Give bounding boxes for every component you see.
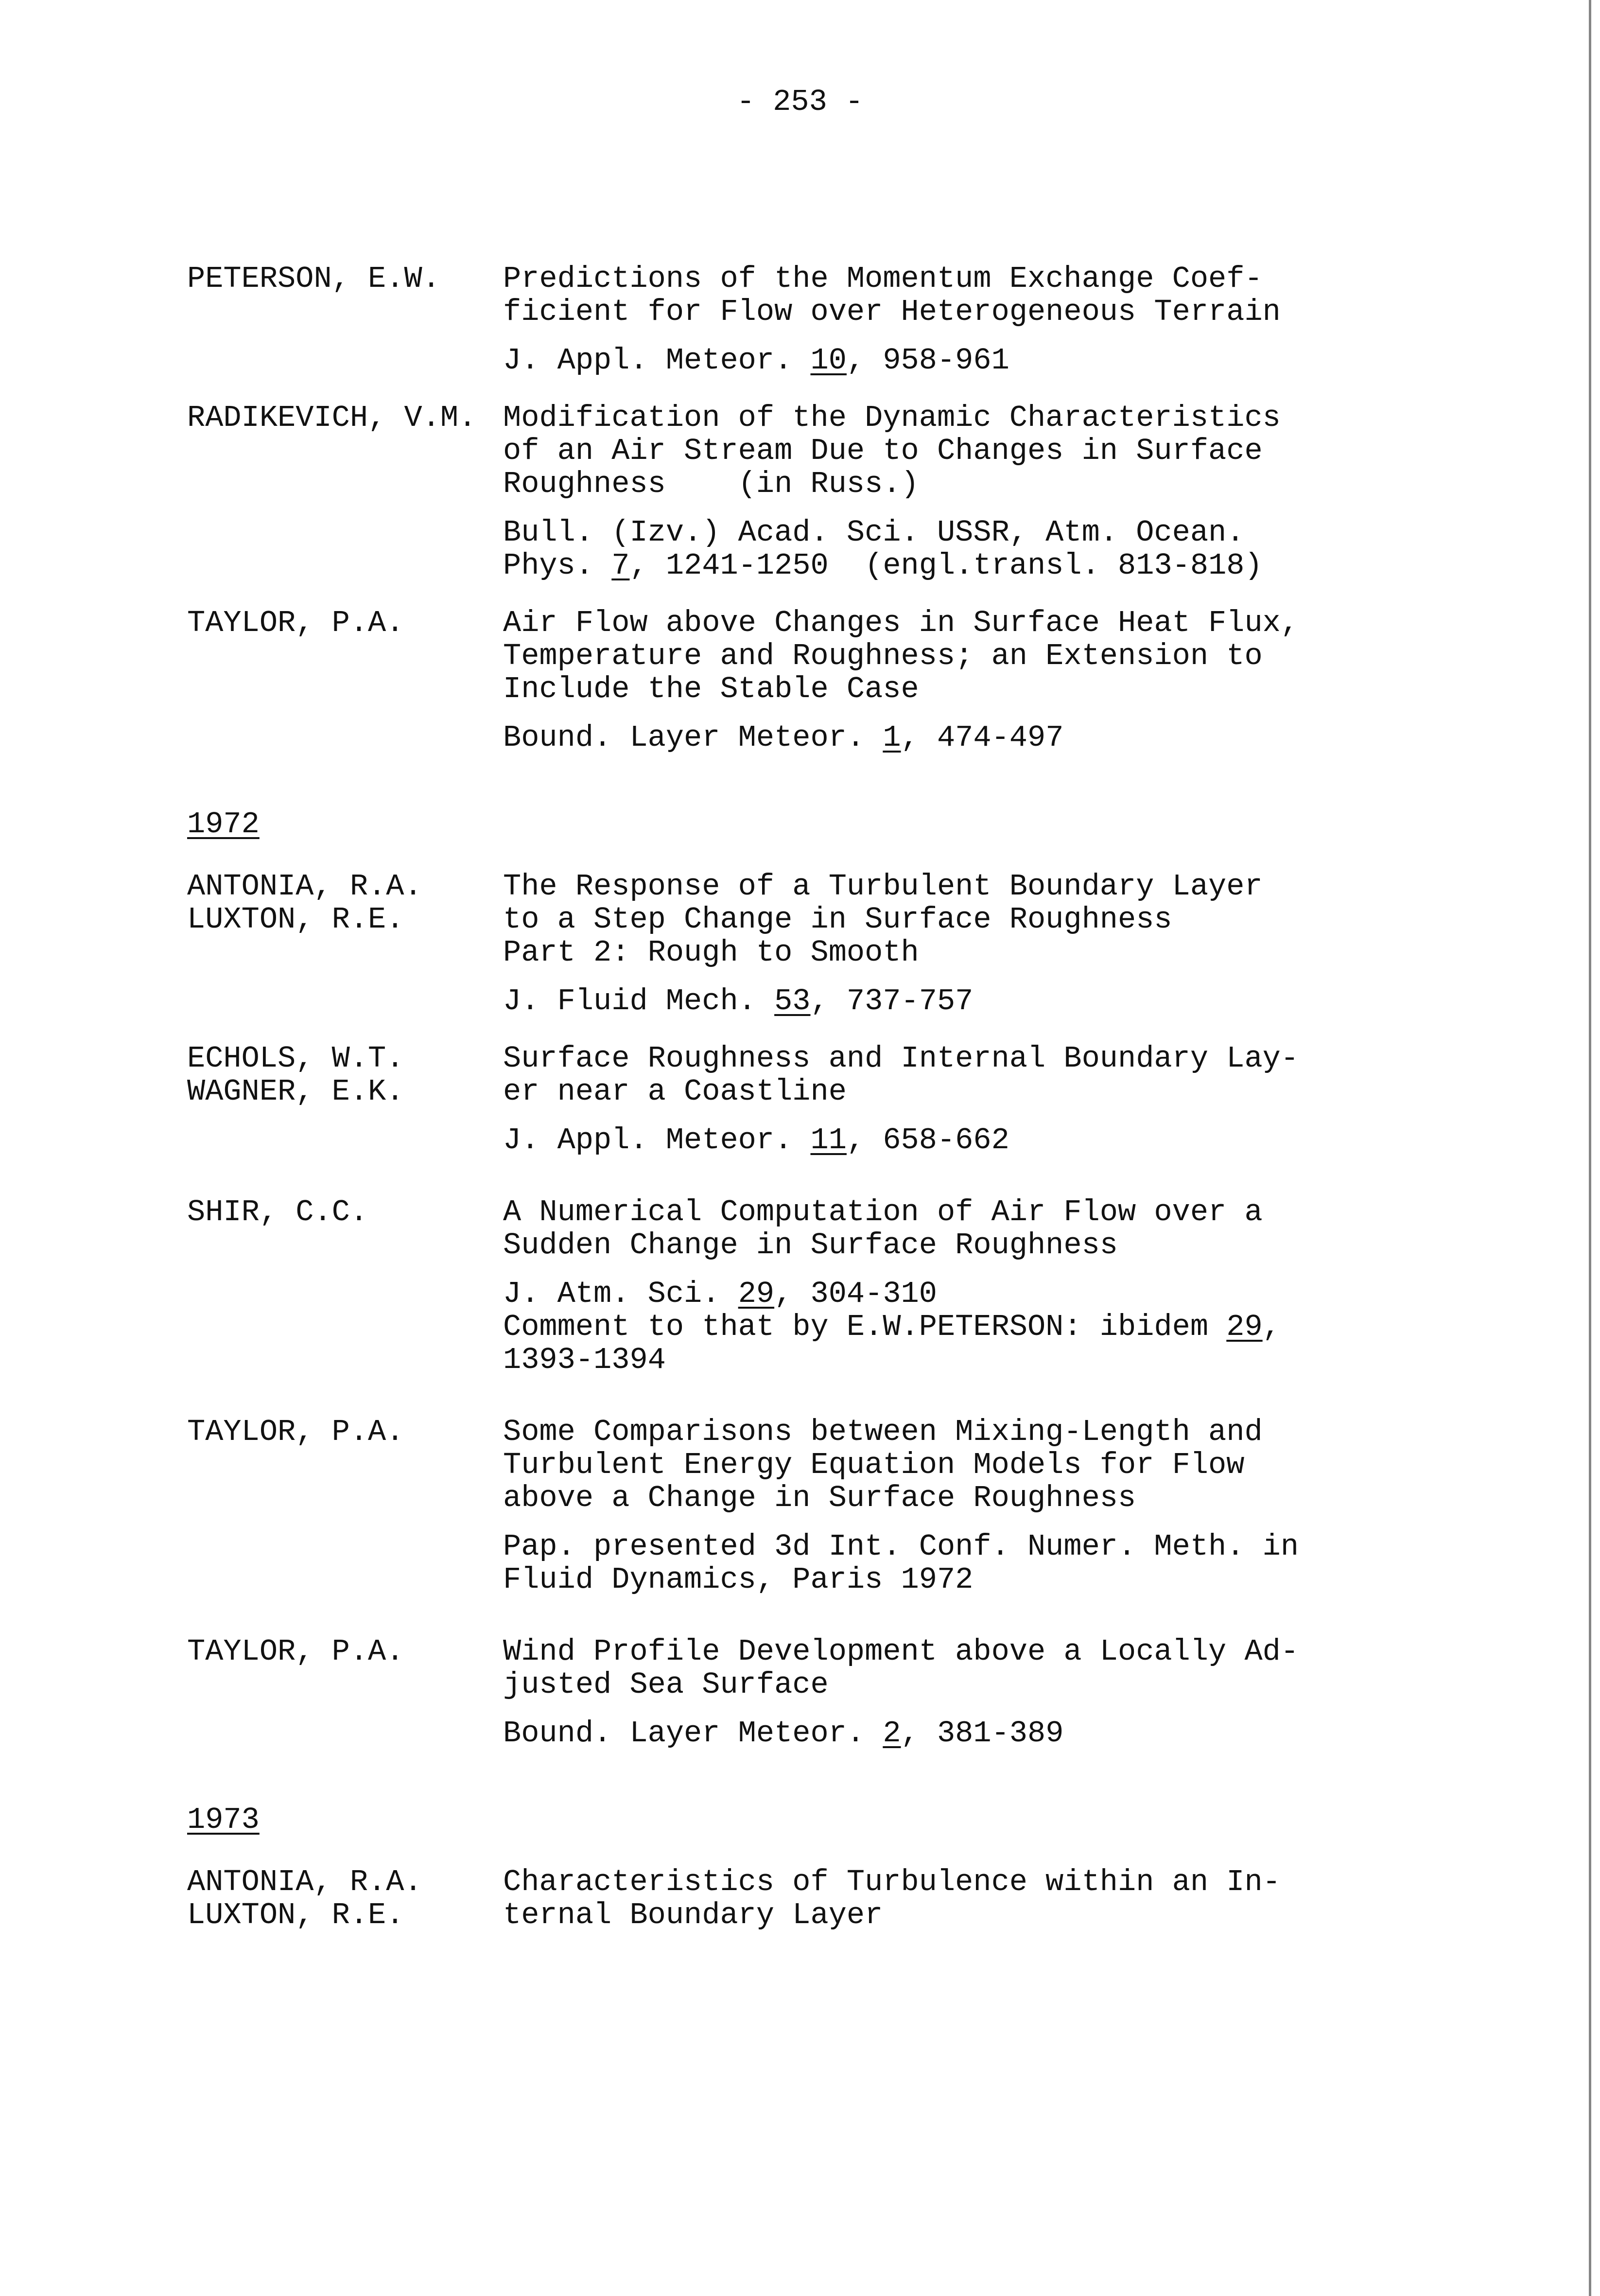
entry-reference: Fluid Dynamics, Paris 1972 — [503, 1562, 974, 1597]
reference-journal: J. Appl. Meteor. — [503, 1123, 811, 1157]
entry-reference: Pap. presented 3d Int. Conf. Numer. Meth. in — [503, 1529, 1299, 1564]
entry-title-line: justed Sea Surface — [503, 1667, 829, 1702]
reference-pages: , 737-757 — [810, 984, 974, 1018]
entry-title-line: of an Air Stream Due to Changes in Surface — [503, 434, 1263, 468]
year-heading: 1972 — [187, 807, 260, 841]
entry-comment — [503, 1311, 1412, 1344]
entry-title-line: Turbulent Energy Equation Models for Flow — [503, 1448, 1245, 1482]
reference-volume: 11 — [810, 1123, 847, 1157]
reference-journal: J. Atm. Sci. — [503, 1277, 738, 1311]
bibliography-entry — [187, 1042, 1412, 1157]
entry-body — [503, 1416, 1412, 1596]
entry-body — [503, 607, 1412, 754]
author-name: TAYLOR, P.A. — [187, 1415, 404, 1449]
entry-title-line: above a Change in Surface Roughness — [503, 1481, 1136, 1515]
entry-authors — [187, 1416, 503, 1596]
comment-text: Comment to that by E.W.PETERSON: ibidem — [503, 1310, 1227, 1344]
reference-pages: , 474-497 — [901, 720, 1064, 755]
comment-pages: 1393-1394 — [503, 1343, 666, 1377]
entry-reference — [503, 1124, 1412, 1157]
author-name: SHIR, C.C. — [187, 1195, 368, 1229]
entry-title-line: to a Step Change in Surface Roughness — [503, 902, 1172, 937]
page-number: - 253 - — [736, 85, 864, 119]
bibliography-entry — [187, 1416, 1412, 1596]
author-name: LUXTON, R.E. — [187, 902, 404, 937]
reference-volume: 53 — [774, 984, 811, 1018]
entry-authors — [187, 1635, 503, 1750]
entry-title-line: ficient for Flow over Heterogeneous Terrain — [503, 295, 1281, 329]
entry-authors — [187, 1042, 503, 1157]
entry-body — [503, 1196, 1412, 1377]
entry-authors — [187, 870, 503, 1018]
entry-body — [503, 263, 1412, 377]
author-name: PETERSON, E.W. — [187, 262, 440, 296]
entry-title-line: ternal Boundary Layer — [503, 1898, 883, 1932]
entry-title-line: Air Flow above Changes in Surface Heat Flux, — [503, 606, 1299, 640]
author-name: ECHOLS, W.T. — [187, 1041, 404, 1076]
entry-title-line: Characteristics of Turbulence within an In- — [503, 1865, 1281, 1899]
entry-body — [503, 402, 1412, 582]
entry-title-line: Some Comparisons between Mixing-Length and — [503, 1415, 1263, 1449]
comment-volume: 29 — [1226, 1310, 1263, 1344]
bibliography-entry — [187, 263, 1412, 377]
page-edge-shadow — [1589, 0, 1591, 2296]
reference-journal: J. Fluid Mech. — [503, 984, 775, 1018]
reference-volume: 2 — [883, 1716, 901, 1751]
reference-pages: , 304-310 — [774, 1277, 937, 1311]
bibliography-entry — [187, 402, 1412, 582]
entry-reference — [503, 1278, 1412, 1311]
entry-title-line: Part 2: Rough to Smooth — [503, 935, 919, 970]
entry-reference: Bull. (Izv.) Acad. Sci. USSR, Atm. Ocean. — [503, 515, 1245, 550]
entry-authors — [187, 1866, 503, 1932]
entry-reference — [503, 721, 1412, 754]
bibliography-entry — [187, 1196, 1412, 1377]
bibliography-entry — [187, 1866, 1412, 1932]
entry-reference — [503, 1717, 1412, 1750]
entry-body — [503, 870, 1412, 1018]
entry-title-line: Roughness (in Russ.) — [503, 467, 919, 501]
author-name: TAYLOR, P.A. — [187, 606, 404, 640]
entry-authors — [187, 402, 503, 582]
entry-body — [503, 1866, 1412, 1932]
reference-volume: 1 — [883, 720, 901, 755]
reference-volume: 7 — [611, 548, 630, 583]
author-name: TAYLOR, P.A. — [187, 1634, 404, 1669]
reference-pages: , 381-389 — [901, 1716, 1064, 1751]
entry-title-line: Predictions of the Momentum Exchange Coef- — [503, 262, 1263, 296]
entry-title-line: Temperature and Roughness; an Extension to — [503, 639, 1263, 673]
entry-title-line: Sudden Change in Surface Roughness — [503, 1228, 1118, 1262]
entry-title-line: The Response of a Turbulent Boundary Layer — [503, 869, 1263, 904]
bibliography-entry — [187, 607, 1412, 754]
reference-pages: , 958-961 — [846, 343, 1009, 378]
entry-body — [503, 1635, 1412, 1750]
entry-title-line: Include the Stable Case — [503, 672, 919, 706]
bibliography-entry — [187, 870, 1412, 1018]
entry-title-line: Surface Roughness and Internal Boundary Lay- — [503, 1041, 1299, 1076]
entry-body — [503, 1042, 1412, 1157]
entry-reference — [503, 344, 1412, 377]
entry-reference — [503, 549, 1412, 582]
author-name: LUXTON, R.E. — [187, 1898, 404, 1932]
author-name: ANTONIA, R.A. — [187, 1865, 422, 1899]
entry-reference — [503, 985, 1412, 1018]
entry-title-line: Modification of the Dynamic Characteristics — [503, 401, 1281, 435]
author-name: ANTONIA, R.A. — [187, 869, 422, 904]
bibliography-list — [187, 263, 1412, 1956]
entry-authors — [187, 607, 503, 754]
entry-title-line: Wind Profile Development above a Locally Ad- — [503, 1634, 1299, 1669]
reference-volume: 10 — [810, 343, 847, 378]
entry-authors — [187, 263, 503, 377]
reference-journal: J. Appl. Meteor. — [503, 343, 811, 378]
bibliography-entry — [187, 1635, 1412, 1750]
reference-volume: 29 — [738, 1277, 775, 1311]
reference-pages: , 1241-1250 (engl.transl. 813-818) — [629, 548, 1263, 583]
reference-journal: Bound. Layer Meteor. — [503, 1716, 883, 1751]
comment-punct: , — [1262, 1310, 1281, 1344]
reference-journal: Phys. — [503, 548, 612, 583]
author-name: WAGNER, E.K. — [187, 1074, 404, 1109]
entry-title-line: er near a Coastline — [503, 1074, 847, 1109]
entry-authors — [187, 1196, 503, 1377]
year-heading: 1973 — [187, 1803, 260, 1837]
reference-pages: , 658-662 — [846, 1123, 1009, 1157]
reference-journal: Bound. Layer Meteor. — [503, 720, 883, 755]
entry-title-line: A Numerical Computation of Air Flow over a — [503, 1195, 1263, 1229]
author-name: RADIKEVICH, V.M. — [187, 401, 477, 435]
